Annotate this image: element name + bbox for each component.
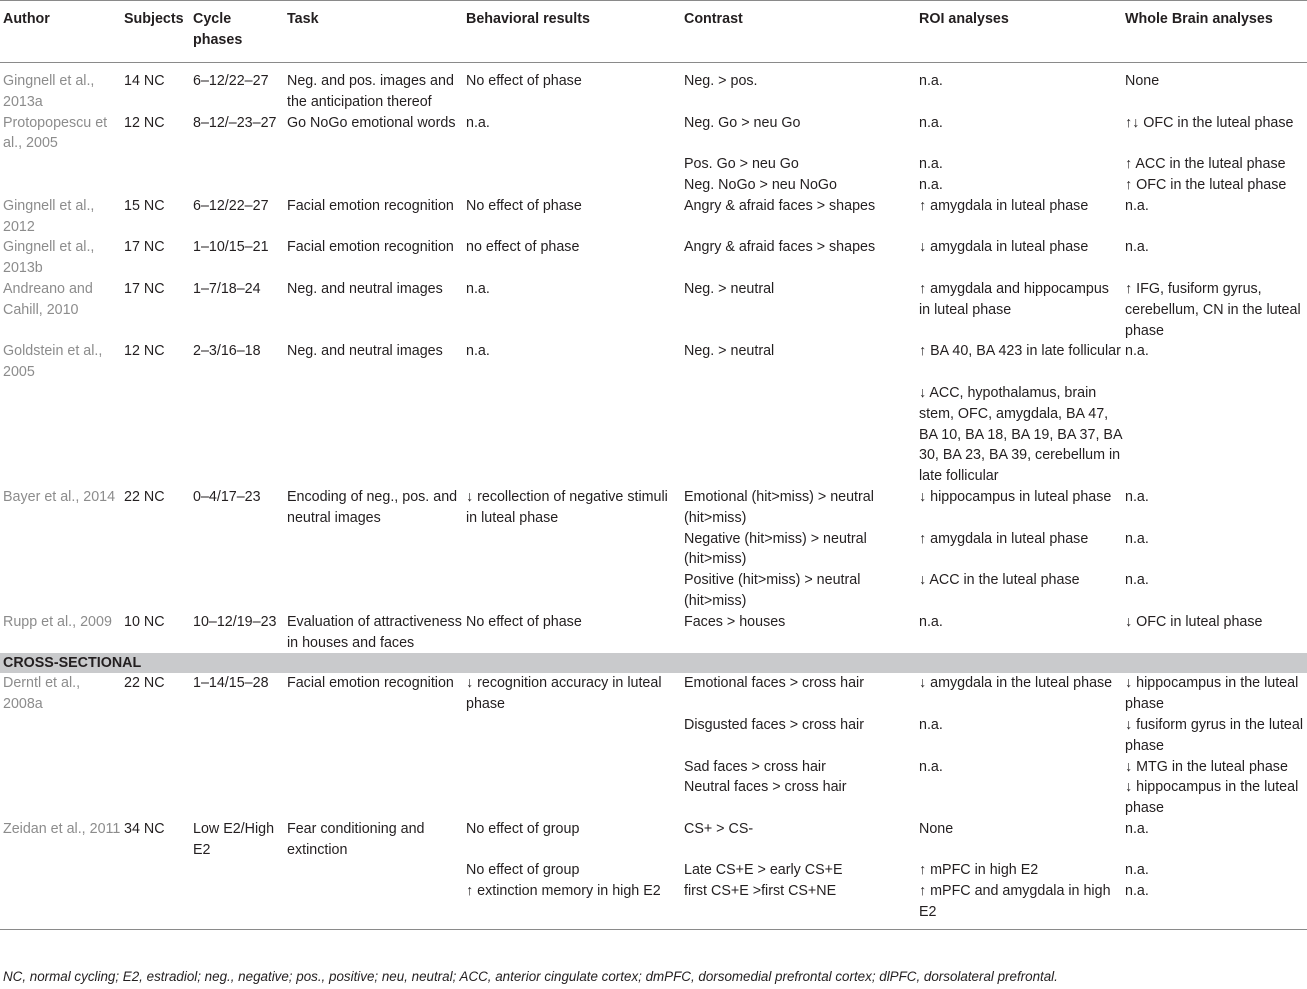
table-row — [0, 154, 1307, 175]
cell-behavioral-results — [463, 570, 681, 612]
section-row — [0, 653, 1307, 673]
cell-cycle-phases — [190, 881, 284, 929]
cell-cycle-phases: 10–12/19–23 — [193, 613, 277, 630]
cell-behavioral-results: n.a. — [466, 114, 490, 131]
cell-author — [0, 383, 121, 487]
table-row — [0, 279, 1307, 341]
cell-roi-analyses: ↑ BA 40, BA 423 in late follicular — [919, 343, 1121, 360]
table-row — [0, 757, 1307, 778]
cell-cycle-phases — [190, 715, 284, 757]
cell-subjects — [121, 860, 190, 881]
cell-roi-analyses: ↓ amygdala in the luteal phase — [919, 675, 1113, 692]
cell-cycle-phases: 1–10/15–21 — [193, 239, 269, 256]
cell-contrast: Neg. > neutral — [684, 280, 775, 297]
cell-whole-brain-analyses: ↑ IFG, fusiform gyrus, cerebellum, CN in the luteal phase — [1125, 280, 1301, 339]
table-row — [0, 487, 1307, 529]
cell-contrast: Disgusted faces > cross hair — [684, 716, 864, 733]
cell-roi-analyses: ↓ hippocampus in luteal phase — [919, 488, 1112, 505]
cell-cycle-phases — [190, 777, 284, 819]
cell-behavioral-results: No effect of group — [466, 820, 580, 837]
cell-contrast: Neg. > neutral — [684, 343, 775, 360]
cell-subjects: 34 NC — [124, 820, 165, 837]
table-row — [0, 673, 1307, 715]
cell-whole-brain-analyses: n.a. — [1125, 197, 1149, 214]
cell-cycle-phases — [190, 175, 284, 196]
cell-contrast: Neutral faces > cross hair — [684, 779, 847, 796]
cell-subjects — [121, 175, 190, 196]
cell-author: Gingnell et al., 2013b — [3, 239, 95, 277]
table-row — [0, 383, 1307, 487]
cell-roi-analyses: n.a. — [919, 613, 943, 630]
table-row — [0, 237, 1307, 279]
cell-subjects — [121, 383, 190, 487]
cell-whole-brain-analyses: ↑↓ OFC in the luteal phase — [1125, 114, 1294, 131]
cell-behavioral-results — [463, 757, 681, 778]
cell-roi-analyses: ↑ amygdala in luteal phase — [919, 530, 1089, 547]
table-row — [0, 715, 1307, 757]
cell-behavioral-results: ↓ recognition accuracy in luteal phase — [466, 675, 662, 713]
cell-whole-brain-analyses: n.a. — [1125, 343, 1149, 360]
cell-whole-brain-analyses: n.a. — [1125, 530, 1149, 547]
table-row — [0, 175, 1307, 196]
header-task: Task — [284, 1, 463, 63]
cell-contrast: Emotional faces > cross hair — [684, 675, 864, 692]
cell-whole-brain-analyses: n.a. — [1125, 488, 1149, 505]
cell-author — [0, 154, 121, 175]
cell-behavioral-results: ↓ recollection of negative stimuli in luteal phase — [466, 488, 668, 526]
cell-behavioral-results: No effect of phase — [466, 73, 582, 89]
cell-roi-analyses — [916, 777, 1122, 819]
cell-whole-brain-analyses: n.a. — [1125, 239, 1149, 256]
cell-subjects: 10 NC — [124, 613, 165, 630]
cell-author: Gingnell et al., 2013a — [3, 73, 95, 110]
header-whole-brain-analyses: Whole Brain analyses — [1122, 1, 1307, 63]
table-header — [0, 1, 1307, 63]
cell-contrast: Late CS+E > early CS+E — [684, 862, 843, 879]
cell-behavioral-results — [463, 529, 681, 571]
cell-whole-brain-analyses: ↑ OFC in the luteal phase — [1125, 176, 1287, 193]
cell-subjects: 17 NC — [124, 239, 165, 256]
cell-task — [284, 757, 463, 778]
table-row — [0, 529, 1307, 571]
table-row — [0, 612, 1307, 654]
cell-author — [0, 860, 121, 881]
cell-whole-brain-analyses: ↓ OFC in luteal phase — [1125, 613, 1263, 630]
cell-task: Neg. and pos. images and the anticipation thereof — [287, 73, 454, 110]
cell-author — [0, 777, 121, 819]
cell-contrast: Pos. Go > neu Go — [684, 156, 799, 173]
cell-behavioral-results — [463, 154, 681, 175]
cell-task: Evaluation of attractiveness in houses and faces — [287, 613, 462, 651]
cell-roi-analyses: n.a. — [919, 73, 943, 89]
cell-behavioral-results: ↑ extinction memory in high E2 — [463, 881, 681, 929]
cell-author: Rupp et al., 2009 — [3, 613, 112, 630]
cell-task — [284, 154, 463, 175]
cell-whole-brain-analyses: n.a. — [1125, 572, 1149, 589]
cell-cycle-phases: 1–14/15–28 — [193, 675, 269, 692]
cell-behavioral-results — [463, 715, 681, 757]
cell-task — [284, 881, 463, 929]
cell-roi-analyses: ↓ ACC, hypothalamus, brain stem, OFC, amygdala, BA 47, BA 10, BA 18, BA 19, BA 37, BA 30, BA 23, BA 39, cerebellum in late follicular — [919, 384, 1122, 485]
header-cycle-phases: Cycle phases — [190, 1, 284, 63]
cell-subjects — [121, 777, 190, 819]
cell-author: Protopopescu et al., 2005 — [3, 114, 108, 152]
cell-task: Encoding of neg., pos. and neutral images — [287, 488, 458, 526]
header-contrast: Contrast — [681, 1, 916, 63]
cell-roi-analyses: ↑ amygdala and hippocampus in luteal phase — [919, 280, 1109, 318]
cell-subjects — [121, 154, 190, 175]
cell-contrast: Sad faces > cross hair — [684, 758, 826, 775]
cell-whole-brain-analyses: n.a. — [1125, 820, 1149, 837]
table-row — [0, 113, 1307, 155]
cell-whole-brain-analyses: n.a. — [1122, 881, 1307, 929]
cell-task — [284, 383, 463, 487]
cell-subjects — [121, 715, 190, 757]
cell-behavioral-results: No effect of phase — [466, 613, 582, 630]
table-body-longitudinal — [0, 63, 1307, 654]
cell-task — [284, 175, 463, 196]
table-row — [0, 63, 1307, 113]
cell-whole-brain-analyses: ↓ hippocampus in the luteal phase — [1125, 779, 1299, 817]
cell-contrast: Angry & afraid faces > shapes — [684, 239, 876, 256]
cell-subjects: 22 NC — [124, 488, 165, 505]
table-row — [0, 860, 1307, 881]
cell-subjects — [121, 570, 190, 612]
cell-author — [0, 529, 121, 571]
cell-roi-analyses: n.a. — [919, 114, 943, 131]
cell-task — [284, 570, 463, 612]
cell-whole-brain-analyses: ↓ fusiform gyrus in the luteal phase — [1125, 716, 1303, 754]
cell-roi-analyses: ↓ amygdala in luteal phase — [919, 239, 1089, 256]
cell-author: Gingnell et al., 2012 — [3, 197, 95, 235]
cell-author — [0, 715, 121, 757]
cell-roi-analyses: n.a. — [919, 716, 943, 733]
cell-subjects: 17 NC — [124, 280, 165, 297]
cell-behavioral-results: n.a. — [466, 280, 490, 297]
cell-roi-analyses: ↑ mPFC and amygdala in high E2 — [916, 881, 1122, 929]
cell-task — [284, 529, 463, 571]
cell-contrast: Neg. Go > neu Go — [684, 114, 801, 131]
cell-author: Zeidan et al., 2011 — [3, 820, 121, 837]
cell-contrast: Faces > houses — [684, 613, 786, 630]
cell-whole-brain-analyses: n.a. — [1125, 862, 1149, 879]
cell-subjects: 14 NC — [124, 73, 165, 89]
cell-contrast: Angry & afraid faces > shapes — [684, 197, 876, 214]
cell-contrast: Neg. > pos. — [684, 73, 758, 89]
cell-subjects — [121, 881, 190, 929]
section-label: CROSS-SECTIONAL — [0, 653, 1307, 673]
cell-author — [0, 881, 121, 929]
cell-subjects: 15 NC — [124, 197, 165, 214]
cell-cycle-phases: Low E2/High E2 — [193, 820, 275, 858]
cell-cycle-phases: 8–12/–23–27 — [193, 114, 277, 131]
table-row — [0, 196, 1307, 238]
cell-cycle-phases — [190, 383, 284, 487]
cell-author: Andreano and Cahill, 2010 — [3, 280, 93, 318]
cell-author — [0, 570, 121, 612]
cell-cycle-phases — [190, 529, 284, 571]
header-behavioral-results: Behavioral results — [463, 1, 681, 63]
cell-task: Facial emotion recognition — [287, 675, 454, 692]
table-row — [0, 777, 1307, 819]
cell-cycle-phases: 1–7/18–24 — [193, 280, 261, 297]
cell-cycle-phases — [190, 757, 284, 778]
cell-behavioral-results — [463, 175, 681, 196]
cell-contrast — [681, 383, 916, 487]
cell-task — [284, 860, 463, 881]
cell-behavioral-results: No effect of group — [466, 862, 580, 879]
cell-roi-analyses: None — [919, 820, 954, 837]
cell-behavioral-results — [463, 777, 681, 819]
cell-behavioral-results: No effect of phase — [466, 197, 582, 214]
cell-contrast: Negative (hit>miss) > neutral (hit>miss) — [684, 530, 867, 568]
cell-cycle-phases — [190, 570, 284, 612]
cell-roi-analyses: ↓ ACC in the luteal phase — [919, 572, 1080, 589]
cell-task: Go NoGo emotional words — [287, 114, 456, 131]
cell-author: Derntl et al., 2008a — [3, 675, 81, 713]
cell-roi-analyses: ↑ amygdala in luteal phase — [919, 197, 1089, 214]
cell-cycle-phases — [190, 860, 284, 881]
cell-author: Goldstein et al., 2005 — [3, 343, 103, 381]
cell-whole-brain-analyses: ↑ ACC in the luteal phase — [1125, 156, 1286, 173]
cell-cycle-phases: 6–12/22–27 — [193, 73, 269, 89]
cell-author — [0, 175, 121, 196]
header-author: Author — [0, 1, 121, 63]
cell-whole-brain-analyses: None — [1125, 73, 1160, 89]
cell-cycle-phases — [190, 154, 284, 175]
cell-subjects: 12 NC — [124, 343, 165, 360]
table-body-cross-sectional — [0, 673, 1307, 929]
header-roi-analyses: ROI analyses — [916, 1, 1122, 63]
cell-author: Bayer et al., 2014 — [3, 488, 116, 505]
cell-cycle-phases: 6–12/22–27 — [193, 197, 269, 214]
cell-roi-analyses: n.a. — [919, 156, 943, 173]
cell-behavioral-results: n.a. — [466, 343, 490, 360]
cell-contrast: Positive (hit>miss) > neutral (hit>miss) — [684, 572, 861, 609]
table-row — [0, 570, 1307, 612]
cell-task — [284, 715, 463, 757]
cell-task: Facial emotion recognition — [287, 197, 454, 214]
cell-contrast: first CS+E >first CS+NE — [681, 881, 916, 929]
table-row — [0, 881, 1307, 929]
cell-behavioral-results: no effect of phase — [466, 239, 580, 256]
cell-cycle-phases: 2–3/16–18 — [193, 343, 261, 360]
cell-task: Neg. and neutral images — [287, 280, 443, 297]
cell-roi-analyses: ↑ mPFC in high E2 — [919, 862, 1039, 879]
cell-whole-brain-analyses — [1122, 383, 1307, 487]
cell-task — [284, 777, 463, 819]
cell-subjects — [121, 757, 190, 778]
cell-task: Neg. and neutral images — [287, 343, 443, 360]
section-divider — [0, 653, 1307, 673]
cell-roi-analyses: n.a. — [919, 758, 943, 775]
cell-whole-brain-analyses: ↓ MTG in the luteal phase — [1125, 758, 1288, 775]
cell-task: Facial emotion recognition — [287, 239, 454, 256]
cell-whole-brain-analyses: ↓ hippocampus in the luteal phase — [1125, 675, 1299, 713]
cell-subjects — [121, 529, 190, 571]
header-row — [0, 1, 1307, 63]
cell-author — [0, 757, 121, 778]
cell-contrast: Emotional (hit>miss) > neutral (hit>miss) — [684, 488, 874, 526]
cell-contrast: Neg. NoGo > neu NoGo — [684, 176, 837, 193]
table-row — [0, 819, 1307, 861]
cell-cycle-phases: 0–4/17–23 — [193, 488, 261, 505]
cell-subjects: 12 NC — [124, 114, 165, 131]
table-footnote: NC, normal cycling; E2, estradiol; neg., negative; pos., positive; neu, neutral; ACC, anterior cingulate cortex; dmPFC, dorsomedial prefrontal cortex; dlPFC, dorsolateral prefrontal. — [3, 969, 1058, 984]
cell-roi-analyses: n.a. — [919, 176, 943, 193]
header-subjects: Subjects — [121, 1, 190, 63]
table-row — [0, 341, 1307, 383]
cell-behavioral-results — [463, 383, 681, 487]
cell-contrast: CS+ > CS- — [684, 820, 754, 837]
cell-subjects: 22 NC — [124, 675, 165, 692]
cell-task: Fear conditioning and extinction — [287, 820, 425, 858]
